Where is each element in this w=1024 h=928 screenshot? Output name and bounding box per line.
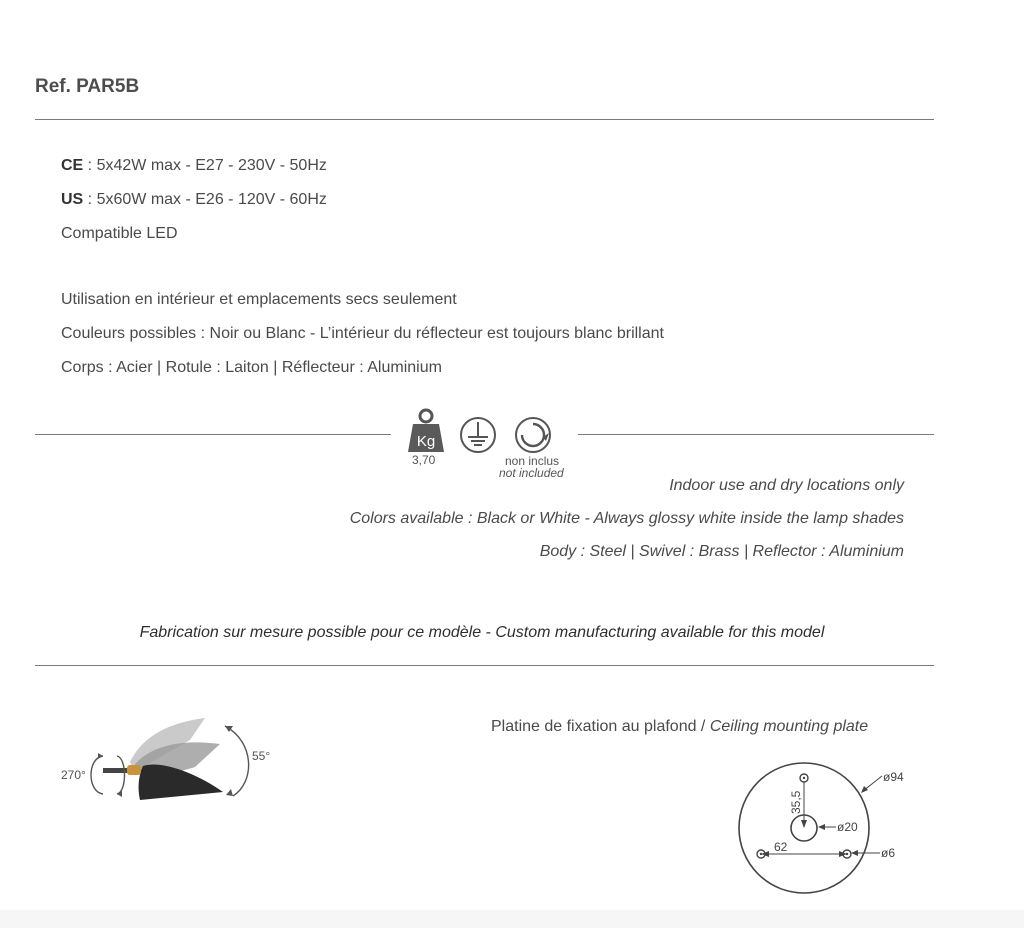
dimension-62-label: 62 <box>774 840 788 854</box>
ground-icon <box>458 415 498 455</box>
plate-title-en: Ceiling mounting plate <box>709 718 869 735</box>
bulb-not-included-icon <box>513 415 553 455</box>
diameter-20-label: ø20 <box>837 820 858 834</box>
spec-us-text: : 5x60W max - E26 - 120V - 60Hz <box>83 191 327 208</box>
french-usage: Utilisation en intérieur et emplacements secs seulement <box>61 291 457 308</box>
weight-icon <box>405 408 447 454</box>
spec-ce-text: : 5x42W max - E27 - 230V - 50Hz <box>83 157 327 174</box>
english-materials: Body : Steel | Swivel : Brass | Reflector : Aluminium <box>539 543 904 560</box>
diameter-6-label: ø6 <box>881 846 896 860</box>
divider-right <box>578 434 934 435</box>
plate-title <box>491 718 868 736</box>
rotation-label: 270° <box>61 768 86 782</box>
tilt-label: 55° <box>252 749 271 763</box>
spec-ce-label: CE <box>61 157 84 174</box>
divider-bottom <box>35 665 934 666</box>
spec-us-label: US <box>61 191 84 208</box>
spec-led: Compatible LED <box>61 225 178 242</box>
divider-left <box>35 434 391 435</box>
diameter-94-label: ø94 <box>883 770 904 784</box>
english-colors: Colors available : Black or White - Always glossy white inside the lamp shades <box>349 510 904 527</box>
bulb-fr: non inclus <box>505 454 560 468</box>
custom-manufacturing-note: Fabrication sur mesure possible pour ce modèle - Custom manufacturing available for this model <box>139 624 825 641</box>
french-colors: Couleurs possibles : Noir ou Blanc - L’intérieur du réflecteur est toujours blanc brillant <box>61 325 664 342</box>
english-usage: Indoor use and dry locations only <box>669 477 904 494</box>
spec-ce <box>61 157 327 175</box>
spec-us <box>61 191 327 209</box>
mounting-plate-diagram <box>730 756 920 898</box>
weight-icon-label: Kg <box>416 433 436 450</box>
dimension-35-label: 35,5 <box>789 790 803 814</box>
plate-title-fr: Platine de fixation au plafond / <box>491 718 706 735</box>
page-bottom-band <box>0 910 1024 928</box>
lamp-adjustment-diagram <box>55 712 295 812</box>
divider-top <box>35 119 934 120</box>
french-materials: Corps : Acier | Rotule : Laiton | Réflecteur : Aluminium <box>61 359 442 376</box>
weight-value: 3,70 <box>412 453 436 467</box>
reference-title: Ref. PAR5B <box>35 76 140 97</box>
bulb-en: not included <box>499 466 564 480</box>
